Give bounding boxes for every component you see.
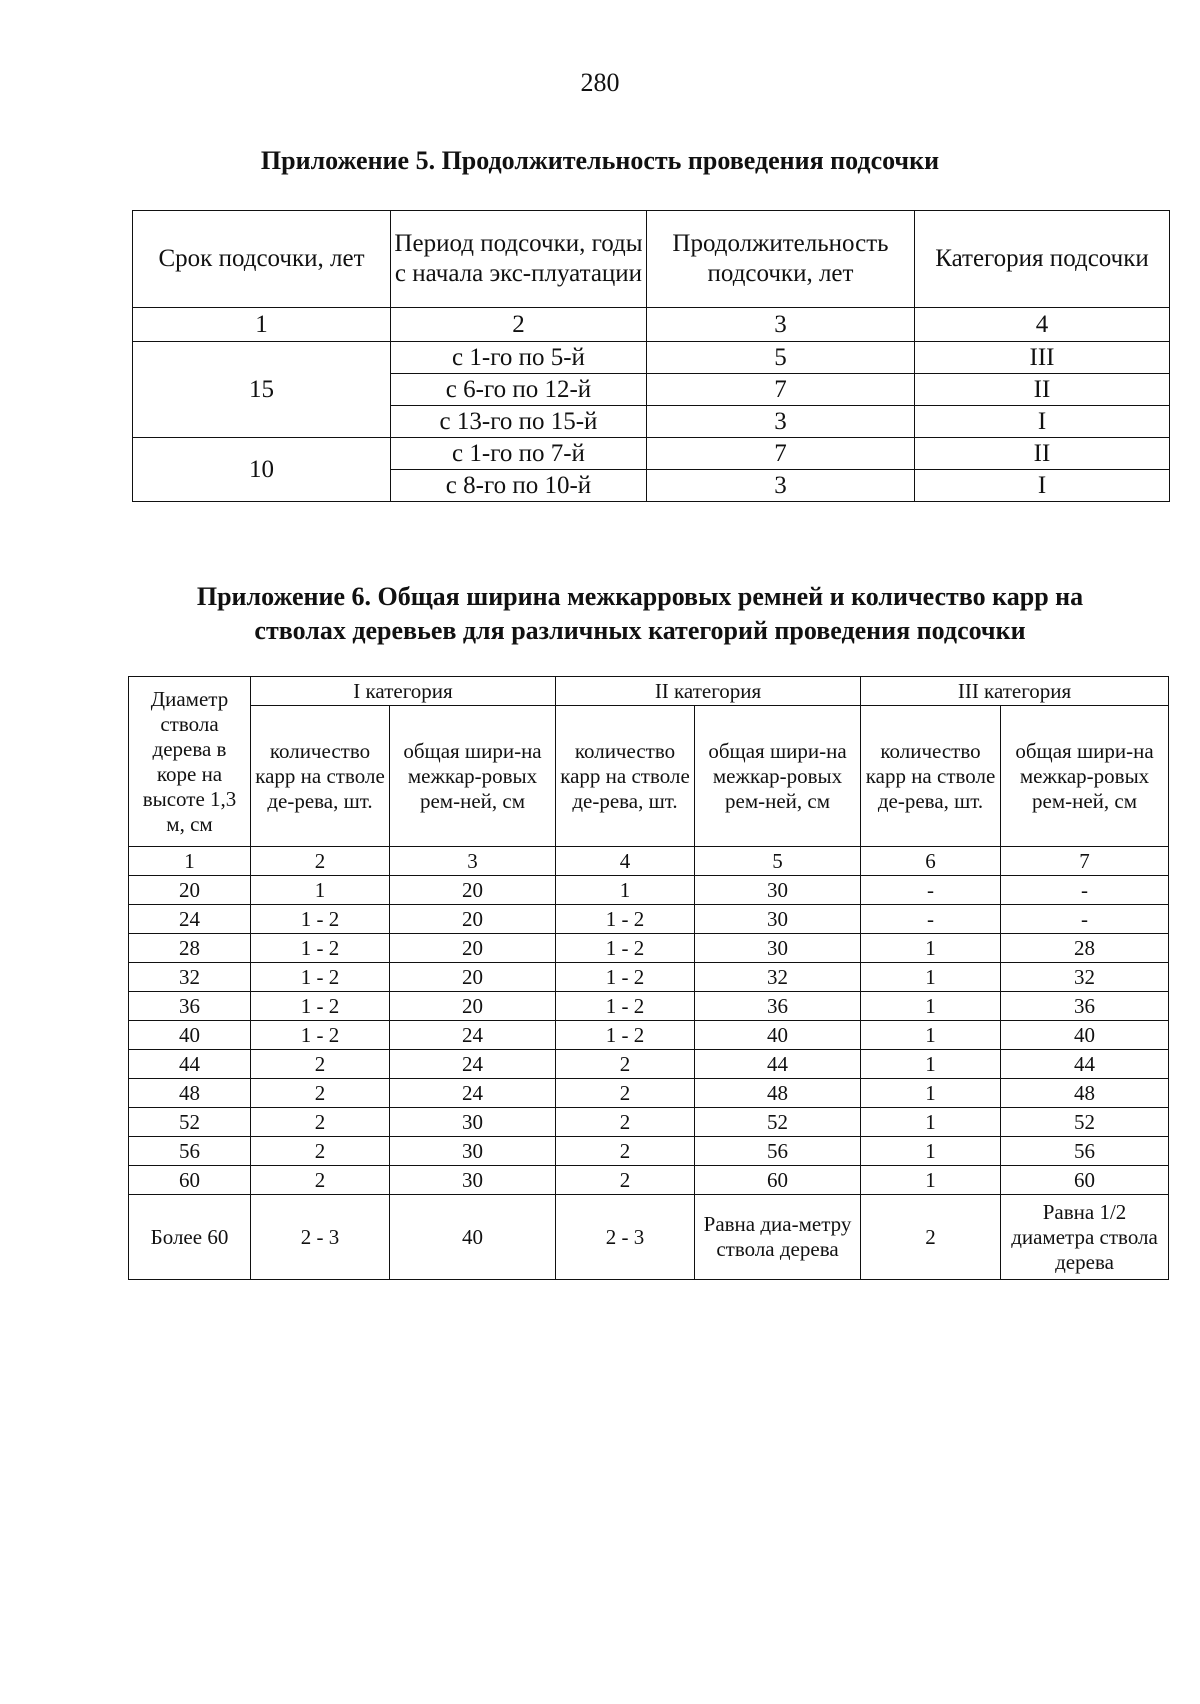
column-number: 5 <box>695 847 861 876</box>
table-cell: 1 - 2 <box>556 1021 695 1050</box>
table-cell: 36 <box>129 992 251 1021</box>
column-number: 2 <box>251 847 390 876</box>
table-cell: 20 <box>129 876 251 905</box>
table-cell: 1 <box>251 876 390 905</box>
category-header-row <box>129 677 1169 706</box>
table-cell: 56 <box>129 1137 251 1166</box>
table-cell: 1 <box>861 1079 1001 1108</box>
header-cell: Категория подсочки <box>915 211 1170 308</box>
table-cell: 36 <box>1001 992 1169 1021</box>
table-cell: 1 - 2 <box>251 963 390 992</box>
column-number: 3 <box>390 847 556 876</box>
table-cell: 2 - 3 <box>251 1195 390 1280</box>
table-cell: Равна диа-метру ствола дерева <box>695 1195 861 1280</box>
table-cell: 44 <box>1001 1050 1169 1079</box>
column-number: 7 <box>1001 847 1169 876</box>
table-cell: 1 <box>861 963 1001 992</box>
column-number: 6 <box>861 847 1001 876</box>
table-cell: 52 <box>1001 1108 1169 1137</box>
table-cell: 2 <box>556 1050 695 1079</box>
table-cell: 1 <box>861 1166 1001 1195</box>
page-number: 280 <box>580 68 620 97</box>
table-cell: Более 60 <box>129 1195 251 1280</box>
table-cell: 2 <box>251 1166 390 1195</box>
table-row <box>129 1166 1169 1195</box>
header-row <box>133 211 1170 308</box>
table-cell: 40 <box>129 1021 251 1050</box>
appendix-5-table <box>132 210 1170 502</box>
table-cell: - <box>861 905 1001 934</box>
header-cell: Продолжительность подсочки, лет <box>647 211 915 308</box>
term-cell: 15 <box>133 342 391 438</box>
appendix-6-title <box>130 580 1150 648</box>
table-cell: 30 <box>390 1108 556 1137</box>
table-cell: 28 <box>129 934 251 963</box>
subheader-row <box>129 706 1169 847</box>
table-row <box>129 1021 1169 1050</box>
table-row <box>129 992 1169 1021</box>
table-cell: 1 <box>861 934 1001 963</box>
table-cell: 40 <box>1001 1021 1169 1050</box>
table-cell: 30 <box>390 1166 556 1195</box>
count-header: количество карр на стволе де-рева, шт. <box>556 706 695 847</box>
duration-cell: 3 <box>647 470 915 502</box>
table-cell: 40 <box>695 1021 861 1050</box>
table-cell: 30 <box>695 934 861 963</box>
table-cell: - <box>1001 876 1169 905</box>
table-cell: 52 <box>695 1108 861 1137</box>
period-cell: с 8-го по 10-й <box>391 470 647 502</box>
column-number: 1 <box>133 308 391 342</box>
table-row <box>129 905 1169 934</box>
period-cell: с 1-го по 5-й <box>391 342 647 374</box>
table-cell: 2 <box>556 1079 695 1108</box>
count-header: количество карр на стволе де-рева, шт. <box>861 706 1001 847</box>
term-cell: 10 <box>133 438 391 502</box>
table-cell: 48 <box>129 1079 251 1108</box>
table-cell: - <box>861 876 1001 905</box>
table-cell: 20 <box>390 934 556 963</box>
table-cell: 1 - 2 <box>556 905 695 934</box>
category-cell: III <box>915 342 1170 374</box>
table-cell: 24 <box>129 905 251 934</box>
table-cell: 20 <box>390 905 556 934</box>
duration-cell: 7 <box>647 374 915 406</box>
width-header: общая шири-на межкар-ровых рем-ней, см <box>1001 706 1169 847</box>
column-number-row <box>129 847 1169 876</box>
category-header: I категория <box>251 677 556 706</box>
column-number: 4 <box>915 308 1170 342</box>
table-cell: 48 <box>695 1079 861 1108</box>
category-cell: I <box>915 470 1170 502</box>
period-cell: с 6-го по 12-й <box>391 374 647 406</box>
table-cell: 2 <box>251 1079 390 1108</box>
table-cell: 60 <box>1001 1166 1169 1195</box>
table-cell: 20 <box>390 876 556 905</box>
table-cell: 1 <box>861 1108 1001 1137</box>
duration-cell: 3 <box>647 406 915 438</box>
table-cell: 32 <box>695 963 861 992</box>
table-cell: 60 <box>129 1166 251 1195</box>
period-cell: с 13-го по 15-й <box>391 406 647 438</box>
table-cell: 1 - 2 <box>556 992 695 1021</box>
column-number-row <box>133 308 1170 342</box>
appendix-6-title-line-2: стволах деревьев для различных категорий проведения подсочки <box>254 616 1026 645</box>
table-row <box>133 438 1170 470</box>
table-cell: 1 <box>861 992 1001 1021</box>
width-header: общая шири-на межкар-ровых рем-ней, см <box>390 706 556 847</box>
table-cell: 1 <box>861 1050 1001 1079</box>
diameter-header: Диаметр ствола дерева в коре на высоте 1,3 м, см <box>129 677 251 847</box>
table-cell: 56 <box>695 1137 861 1166</box>
table-row <box>129 1079 1169 1108</box>
table-cell: 30 <box>390 1137 556 1166</box>
table-cell: 32 <box>129 963 251 992</box>
period-cell: с 1-го по 7-й <box>391 438 647 470</box>
table-cell: 2 <box>556 1108 695 1137</box>
table-cell: 48 <box>1001 1079 1169 1108</box>
table-cell: 2 <box>861 1195 1001 1280</box>
duration-cell: 7 <box>647 438 915 470</box>
table-cell: 24 <box>390 1050 556 1079</box>
table-cell: 24 <box>390 1079 556 1108</box>
category-header: II категория <box>556 677 861 706</box>
table-cell: 1 - 2 <box>251 905 390 934</box>
appendix-5-title: Приложение 5. Продолжительность проведения подсочки <box>260 146 940 175</box>
table-cell: 20 <box>390 963 556 992</box>
table-cell: 52 <box>129 1108 251 1137</box>
appendix-6-title-line-1: Приложение 6. Общая ширина межкарровых ремней и количество карр на <box>196 582 1084 611</box>
table-cell: 2 <box>251 1137 390 1166</box>
table-cell: 2 <box>556 1137 695 1166</box>
table-cell: 2 <box>251 1050 390 1079</box>
column-number: 2 <box>391 308 647 342</box>
category-cell: II <box>915 374 1170 406</box>
table-cell: 40 <box>390 1195 556 1280</box>
table-row <box>129 1108 1169 1137</box>
table-cell: 44 <box>695 1050 861 1079</box>
table-cell: 30 <box>695 876 861 905</box>
header-cell: Срок подсочки, лет <box>133 211 391 308</box>
table-cell: 1 - 2 <box>251 992 390 1021</box>
table-cell: 24 <box>390 1021 556 1050</box>
table-cell: 1 - 2 <box>251 1021 390 1050</box>
table-row <box>129 934 1169 963</box>
table-row <box>129 876 1169 905</box>
table-cell: 1 <box>556 876 695 905</box>
table-cell: 1 - 2 <box>556 934 695 963</box>
table-cell: 44 <box>129 1050 251 1079</box>
category-cell: II <box>915 438 1170 470</box>
category-header: III категория <box>861 677 1169 706</box>
table-cell: 1 - 2 <box>556 963 695 992</box>
column-number: 4 <box>556 847 695 876</box>
column-number: 3 <box>647 308 915 342</box>
table-cell: 1 <box>861 1021 1001 1050</box>
table-cell: 20 <box>390 992 556 1021</box>
appendix-6-table <box>128 676 1169 1280</box>
table-cell: 2 <box>556 1166 695 1195</box>
table-row <box>129 1050 1169 1079</box>
column-number: 1 <box>129 847 251 876</box>
count-header: количество карр на стволе де-рева, шт. <box>251 706 390 847</box>
table-cell: 36 <box>695 992 861 1021</box>
table-cell: 32 <box>1001 963 1169 992</box>
table-row-last <box>129 1195 1169 1280</box>
table-row <box>133 342 1170 374</box>
width-header: общая шири-на межкар-ровых рем-ней, см <box>695 706 861 847</box>
table-cell: 60 <box>695 1166 861 1195</box>
table-cell: 2 - 3 <box>556 1195 695 1280</box>
table-cell: 2 <box>251 1108 390 1137</box>
header-cell: Период подсочки, годы с начала экс-плуатации <box>391 211 647 308</box>
table-cell: - <box>1001 905 1169 934</box>
table-cell: Равна 1/2 диаметра ствола дерева <box>1001 1195 1169 1280</box>
table-row <box>129 963 1169 992</box>
table-cell: 1 - 2 <box>251 934 390 963</box>
duration-cell: 5 <box>647 342 915 374</box>
table-row <box>129 1137 1169 1166</box>
table-cell: 30 <box>695 905 861 934</box>
table-cell: 56 <box>1001 1137 1169 1166</box>
category-cell: I <box>915 406 1170 438</box>
table-cell: 28 <box>1001 934 1169 963</box>
table-cell: 1 <box>861 1137 1001 1166</box>
